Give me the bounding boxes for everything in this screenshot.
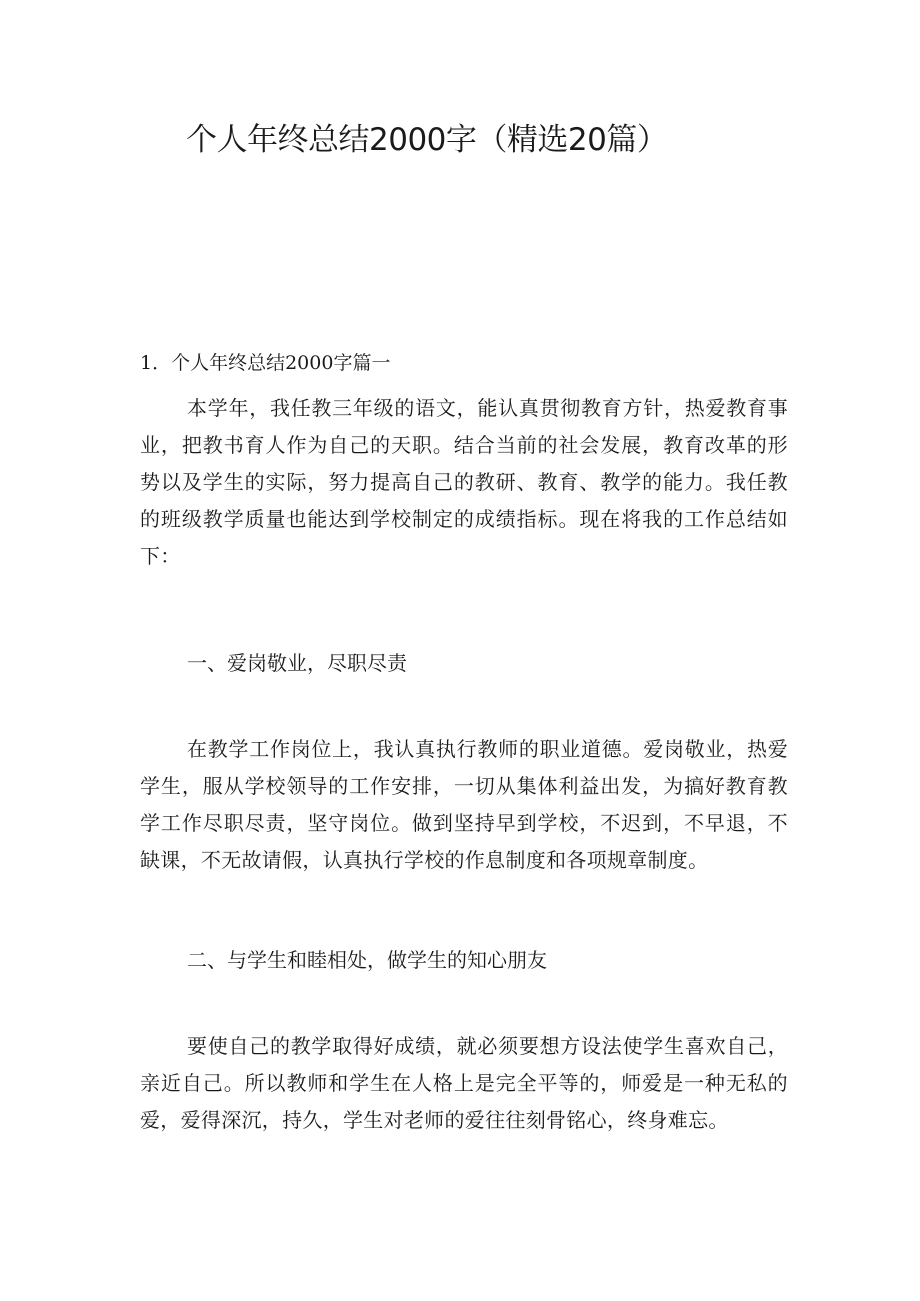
dedication-paragraph: 在教学工作岗位上，我认真执行教师的职业道德。爱岗敬业，热爱学生，服从学校领导的工作安排，一切从集体利益出发，为搞好教育教学工作尽职尽责，坚守岗位。做到坚持早到学校，不迟到，不早退，不缺课，不无故请假，认真执行学校的作息制度和各项规章制度。 xyxy=(140,737,788,872)
subheading-dedication: 一、爱岗敬业，尽职尽责 xyxy=(187,651,407,675)
students-paragraph: 要使自己的教学取得好成绩，就必须要想方设法使学生喜欢自己，亲近自己。所以教师和学生在人格上是完全平等的，师爱是一种无私的爱，爱得深沉，持久，学生对老师的爱往往刻骨铭心，终身难忘。 xyxy=(140,1034,788,1132)
section-heading: 1．个人年终总结2000字篇一 xyxy=(140,352,391,374)
subheading-students: 二、与学生和睦相处，做学生的知心朋友 xyxy=(187,948,547,972)
intro-paragraph: 本学年，我任教三年级的语文，能认真贯彻教育方针，热爱教育事业，把教书育人作为自己的天职。结合当前的社会发展，教育改革的形势以及学生的实际，努力提高自己的教研、教育、教学的能力。我任教的班级教学质量也能达到学校制定的成绩指标。现在将我的工作总结如下： xyxy=(140,396,788,568)
document-title: 个人年终总结2000字（精选20篇） xyxy=(186,122,668,158)
